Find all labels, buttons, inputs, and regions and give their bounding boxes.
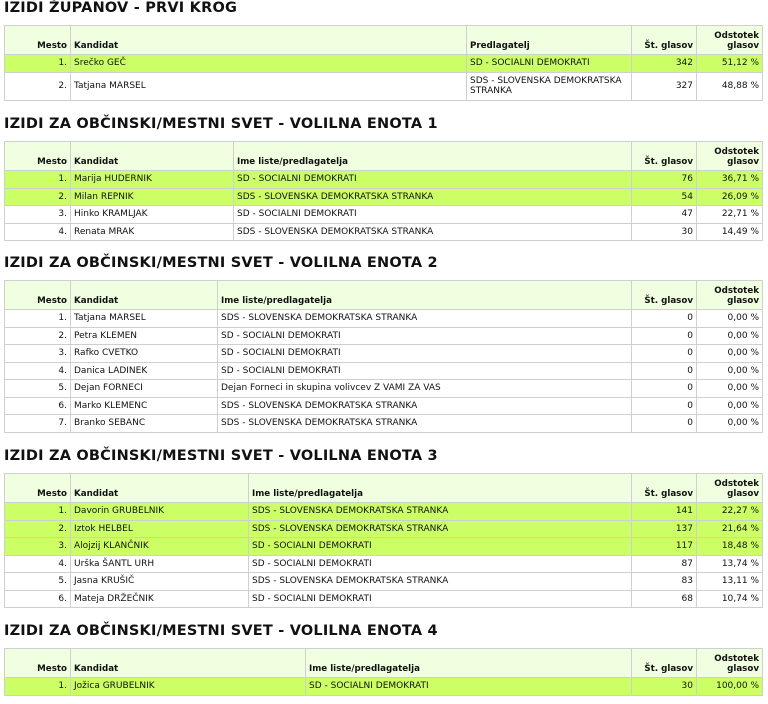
row-place: 2. bbox=[5, 520, 71, 538]
col-header-place: Mesto bbox=[5, 281, 71, 310]
mayor-results-table bbox=[4, 25, 763, 101]
row-candidate: Jožica GRUBELNIK bbox=[71, 678, 306, 696]
table-row bbox=[5, 327, 763, 345]
col-header-votes: Št. glasov bbox=[632, 142, 697, 171]
row-votes: 0 bbox=[632, 310, 697, 328]
row-place: 1. bbox=[5, 678, 71, 696]
row-percent: 0,00 % bbox=[697, 415, 763, 433]
row-percent: 36,71 % bbox=[697, 171, 763, 189]
mayor-results-title: IZIDI ŽUPANOV - PRVI KROG bbox=[4, 0, 238, 16]
col-header-proposer: Predlagatelj bbox=[467, 26, 632, 55]
row-percent: 0,00 % bbox=[697, 362, 763, 380]
row-percent: 26,09 % bbox=[697, 188, 763, 206]
row-percent: 0,00 % bbox=[697, 397, 763, 415]
col-header-percent bbox=[697, 281, 763, 310]
row-place: 3. bbox=[5, 538, 71, 556]
col-header-percent bbox=[697, 649, 763, 678]
col-header-percent bbox=[697, 142, 763, 171]
col-header-percent bbox=[697, 26, 763, 55]
row-place: 3. bbox=[5, 206, 71, 224]
row-place: 6. bbox=[5, 397, 71, 415]
row-votes: 30 bbox=[632, 223, 697, 241]
table-row bbox=[5, 345, 763, 363]
row-percent: 14,49 % bbox=[697, 223, 763, 241]
row-votes: 54 bbox=[632, 188, 697, 206]
table-row bbox=[5, 171, 763, 189]
row-candidate: Iztok HELBEL bbox=[71, 520, 249, 538]
table-header-row bbox=[5, 26, 763, 55]
unit4-results-title: IZIDI ZA OBČINSKI/MESTNI SVET - VOLILNA ENOTA 4 bbox=[4, 623, 438, 639]
col-header-votes: Št. glasov bbox=[632, 474, 697, 503]
col-header-candidate: Kandidat bbox=[71, 474, 249, 503]
row-list: SD - SOCIALNI DEMOKRATI bbox=[249, 590, 632, 608]
table-row bbox=[5, 678, 763, 696]
row-votes: 117 bbox=[632, 538, 697, 556]
row-place: 7. bbox=[5, 415, 71, 433]
row-candidate: Marko KLEMENC bbox=[71, 397, 218, 415]
col-header-votes: Št. glasov bbox=[632, 649, 697, 678]
col-header-place: Mesto bbox=[5, 474, 71, 503]
row-votes: 83 bbox=[632, 573, 697, 591]
col-header-percent-line1: Odstotek bbox=[714, 479, 759, 489]
row-candidate: Milan REPNIK bbox=[71, 188, 234, 206]
col-header-place: Mesto bbox=[5, 142, 71, 171]
row-list: Dejan Forneci in skupina volivcev Z VAMI ZA VAS bbox=[218, 380, 632, 398]
row-candidate: Branko SEBANC bbox=[71, 415, 218, 433]
table-row bbox=[5, 503, 763, 521]
row-votes: 30 bbox=[632, 678, 697, 696]
row-list: SD - SOCIALNI DEMOKRATI bbox=[218, 327, 632, 345]
row-candidate: Dejan FORNECI bbox=[71, 380, 218, 398]
row-candidate: Urška ŠANTL URH bbox=[71, 555, 249, 573]
row-list: SDS - SLOVENSKA DEMOKRATSKA STRANKA bbox=[234, 223, 632, 241]
row-place: 5. bbox=[5, 380, 71, 398]
unit3-results-table bbox=[4, 473, 763, 608]
table-header-row bbox=[5, 649, 763, 678]
row-candidate: Tatjana MARSEL bbox=[71, 72, 467, 100]
table-row bbox=[5, 188, 763, 206]
row-votes: 0 bbox=[632, 415, 697, 433]
col-header-percent-line2: glasov bbox=[727, 296, 759, 306]
row-votes: 87 bbox=[632, 555, 697, 573]
table-row bbox=[5, 573, 763, 591]
table-row bbox=[5, 380, 763, 398]
table-header-row bbox=[5, 281, 763, 310]
col-header-percent-line2: glasov bbox=[727, 157, 759, 167]
row-place: 6. bbox=[5, 590, 71, 608]
row-candidate: Davorin GRUBELNIK bbox=[71, 503, 249, 521]
row-percent: 22,27 % bbox=[697, 503, 763, 521]
col-header-percent-line1: Odstotek bbox=[714, 31, 759, 41]
row-list: SDS - SLOVENSKA DEMOKRATSKA STRANKA bbox=[249, 573, 632, 591]
row-percent: 48,88 % bbox=[697, 72, 763, 100]
row-percent: 22,71 % bbox=[697, 206, 763, 224]
row-percent: 21,64 % bbox=[697, 520, 763, 538]
row-votes: 47 bbox=[632, 206, 697, 224]
table-row bbox=[5, 362, 763, 380]
col-header-place: Mesto bbox=[5, 26, 71, 55]
col-header-percent-line2: glasov bbox=[727, 489, 759, 499]
row-candidate: Petra KLEMEN bbox=[71, 327, 218, 345]
col-header-percent-line2: glasov bbox=[727, 664, 759, 674]
col-header-percent-line1: Odstotek bbox=[714, 286, 759, 296]
table-row bbox=[5, 206, 763, 224]
row-votes: 0 bbox=[632, 345, 697, 363]
col-header-place: Mesto bbox=[5, 649, 71, 678]
table-row bbox=[5, 223, 763, 241]
row-percent: 18,48 % bbox=[697, 538, 763, 556]
row-percent: 0,00 % bbox=[697, 310, 763, 328]
col-header-votes: Št. glasov bbox=[632, 281, 697, 310]
row-proposer: SDS - SLOVENSKA DEMOKRATSKA STRANKA bbox=[467, 72, 632, 100]
unit2-results-table bbox=[4, 280, 763, 433]
col-header-list: Ime liste/predlagatelja bbox=[306, 649, 632, 678]
col-header-list: Ime liste/predlagatelja bbox=[249, 474, 632, 503]
row-list: SD - SOCIALNI DEMOKRATI bbox=[306, 678, 632, 696]
row-list: SD - SOCIALNI DEMOKRATI bbox=[249, 538, 632, 556]
row-votes: 76 bbox=[632, 171, 697, 189]
row-list: SDS - SLOVENSKA DEMOKRATSKA STRANKA bbox=[218, 415, 632, 433]
table-row bbox=[5, 538, 763, 556]
row-votes: 141 bbox=[632, 503, 697, 521]
row-percent: 13,11 % bbox=[697, 573, 763, 591]
row-candidate: Marija HUDERNIK bbox=[71, 171, 234, 189]
row-votes: 68 bbox=[632, 590, 697, 608]
table-row bbox=[5, 310, 763, 328]
unit1-results-table bbox=[4, 141, 763, 241]
row-candidate: Srečko GEČ bbox=[71, 55, 467, 73]
table-row bbox=[5, 520, 763, 538]
row-place: 4. bbox=[5, 555, 71, 573]
row-candidate: Renata MRAK bbox=[71, 223, 234, 241]
row-candidate: Rafko CVETKO bbox=[71, 345, 218, 363]
row-list: SDS - SLOVENSKA DEMOKRATSKA STRANKA bbox=[249, 520, 632, 538]
row-list: SD - SOCIALNI DEMOKRATI bbox=[234, 206, 632, 224]
col-header-candidate: Kandidat bbox=[71, 649, 306, 678]
col-header-percent-line2: glasov bbox=[727, 41, 759, 51]
col-header-percent-line1: Odstotek bbox=[714, 147, 759, 157]
table-row bbox=[5, 415, 763, 433]
unit2-results-title: IZIDI ZA OBČINSKI/MESTNI SVET - VOLILNA ENOTA 2 bbox=[4, 255, 438, 271]
row-list: SD - SOCIALNI DEMOKRATI bbox=[249, 555, 632, 573]
row-candidate: Tatjana MARSEL bbox=[71, 310, 218, 328]
unit3-results-title: IZIDI ZA OBČINSKI/MESTNI SVET - VOLILNA ENOTA 3 bbox=[4, 448, 438, 464]
col-header-candidate: Kandidat bbox=[71, 142, 234, 171]
table-row bbox=[5, 555, 763, 573]
row-place: 1. bbox=[5, 171, 71, 189]
row-candidate: Jasna KRUŠIČ bbox=[71, 573, 249, 591]
row-votes: 0 bbox=[632, 397, 697, 415]
table-row bbox=[5, 397, 763, 415]
row-place: 5. bbox=[5, 573, 71, 591]
col-header-candidate: Kandidat bbox=[71, 26, 467, 55]
col-header-votes: Št. glasov bbox=[632, 26, 697, 55]
row-list: SDS - SLOVENSKA DEMOKRATSKA STRANKA bbox=[218, 310, 632, 328]
row-place: 4. bbox=[5, 223, 71, 241]
row-list: SDS - SLOVENSKA DEMOKRATSKA STRANKA bbox=[234, 188, 632, 206]
col-header-list: Ime liste/predlagatelja bbox=[234, 142, 632, 171]
row-votes: 0 bbox=[632, 327, 697, 345]
col-header-percent-line1: Odstotek bbox=[714, 654, 759, 664]
row-candidate: Alojzij KLANČNIK bbox=[71, 538, 249, 556]
row-list: SD - SOCIALNI DEMOKRATI bbox=[218, 345, 632, 363]
row-list: SD - SOCIALNI DEMOKRATI bbox=[218, 362, 632, 380]
col-header-percent bbox=[697, 474, 763, 503]
row-percent: 0,00 % bbox=[697, 345, 763, 363]
row-percent: 13,74 % bbox=[697, 555, 763, 573]
row-place: 1. bbox=[5, 503, 71, 521]
row-percent: 51,12 % bbox=[697, 55, 763, 73]
table-row bbox=[5, 55, 763, 73]
table-row bbox=[5, 72, 763, 100]
row-percent: 100,00 % bbox=[697, 678, 763, 696]
row-place: 3. bbox=[5, 345, 71, 363]
col-header-candidate: Kandidat bbox=[71, 281, 218, 310]
row-votes: 0 bbox=[632, 362, 697, 380]
row-place: 1. bbox=[5, 55, 71, 73]
table-header-row bbox=[5, 142, 763, 171]
row-list: SD - SOCIALNI DEMOKRATI bbox=[234, 171, 632, 189]
unit4-results-table bbox=[4, 648, 763, 696]
row-percent: 0,00 % bbox=[697, 380, 763, 398]
col-header-list: Ime liste/predlagatelja bbox=[218, 281, 632, 310]
table-row bbox=[5, 590, 763, 608]
row-votes: 137 bbox=[632, 520, 697, 538]
row-place: 2. bbox=[5, 188, 71, 206]
row-votes: 342 bbox=[632, 55, 697, 73]
row-list: SDS - SLOVENSKA DEMOKRATSKA STRANKA bbox=[218, 397, 632, 415]
row-candidate: Danica LADINEK bbox=[71, 362, 218, 380]
row-candidate: Hinko KRAMLJAK bbox=[71, 206, 234, 224]
row-votes: 0 bbox=[632, 380, 697, 398]
row-votes: 327 bbox=[632, 72, 697, 100]
row-place: 1. bbox=[5, 310, 71, 328]
table-header-row bbox=[5, 474, 763, 503]
row-percent: 10,74 % bbox=[697, 590, 763, 608]
unit1-results-title: IZIDI ZA OBČINSKI/MESTNI SVET - VOLILNA ENOTA 1 bbox=[4, 116, 438, 132]
row-list: SDS - SLOVENSKA DEMOKRATSKA STRANKA bbox=[249, 503, 632, 521]
row-proposer: SD - SOCIALNI DEMOKRATI bbox=[467, 55, 632, 73]
row-place: 2. bbox=[5, 327, 71, 345]
row-candidate: Mateja DRŽEČNIK bbox=[71, 590, 249, 608]
row-place: 2. bbox=[5, 72, 71, 100]
row-place: 4. bbox=[5, 362, 71, 380]
row-percent: 0,00 % bbox=[697, 327, 763, 345]
